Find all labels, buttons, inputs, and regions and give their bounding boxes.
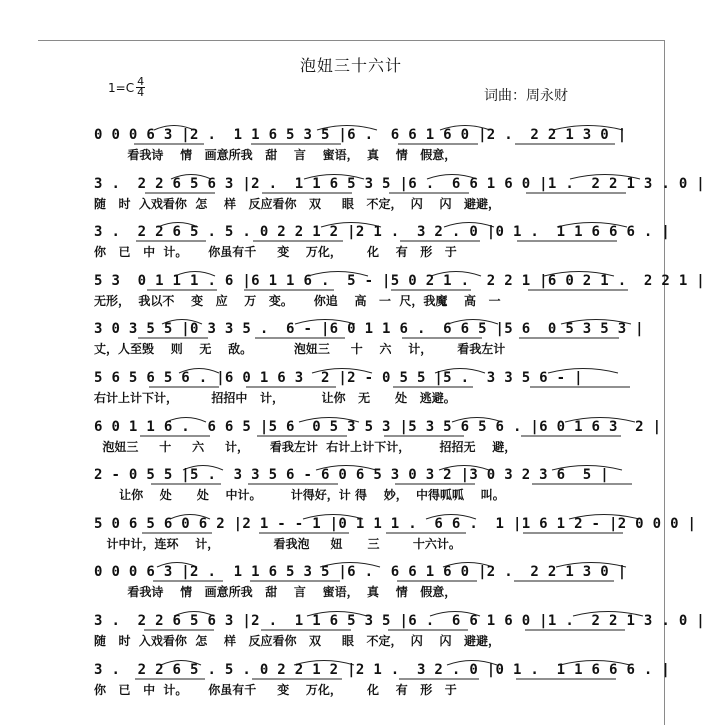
lyrics-line: 丈，人至毁 则 无 敌。 泡妞三 十 六 计， 看我左计: [94, 342, 506, 357]
notation-line: 2 - 0 5 5 |5 . 3 3 5 6 - 6 0 6 5 3 0 3 2 |3 0 3 2 3 6 5 |: [94, 467, 609, 484]
score-sheet: [38, 40, 705, 725]
key-signature: [108, 77, 145, 98]
lyrics-line: 随 时 入戏看你 怎 样 反应看你 双 眼 不定， 闪 闪 避避，: [94, 634, 501, 648]
lyrics-line: 泡妞三 十 六 计， 看我左计 右计上计下计， 招招无 避，: [94, 439, 517, 454]
score-row: [38, 218, 671, 262]
score-row: [38, 267, 705, 311]
notation-line: 3 0 3 5 5 |0 3 3 5 . 6 - |6 0 1 1 6 . 6 6 5 |5 6 0 5 3 5 3 |: [94, 321, 644, 338]
score-row: [38, 607, 705, 651]
score-row: [38, 461, 664, 505]
notation-line: 6 0 1 1 6 . 6 6 5 |5 6 0 5 3 5 3 |5 3 5 6 5 6 . |6 0 1 6 3 2 |: [94, 418, 662, 435]
score-row: [38, 364, 664, 408]
lyrics-line: 无形， 我以不 变 应 万 变。 你追 高 一 尺，我魔 高 一: [94, 293, 501, 308]
score-row: [38, 656, 671, 700]
notation-line: 5 6 5 6 5 6 . |6 0 1 6 3 2 |2 - 0 5 5 |5 . 3 3 5 6 - |: [94, 370, 583, 386]
lyrics-line: 你 已 中 计。 你虽有千 变 万化， 化 有 形 于: [94, 682, 457, 697]
notation-line: 5 0 6 5 6 0 6 2 |2 1 - - 1 |0 1 1 1 . 6 6 . 1 |1 6 1 2 - |2 0 0 0 |: [94, 515, 697, 532]
score-row: [38, 121, 664, 165]
notation-line: 3 . 2 2 6 5 6 3 |2 . 1 1 6 5 3 5 |6 . 6 6 1 6 0 |1 . 2 2 1 3 . 0 |: [94, 175, 705, 192]
lyrics-line: 计中计，连环 计， 看我泡 妞 三 十六计。: [94, 536, 461, 551]
time-bottom: 4: [137, 86, 145, 99]
score-row: [38, 558, 664, 602]
score-row: [38, 170, 705, 214]
time-top: 4: [137, 75, 145, 88]
notation-line: 0 0 0 6 3 |2 . 1 1 6 5 3 5 |6 . 6 6 1 6 0 |2 . 2 2 1 3 0 |: [94, 127, 627, 143]
lyrics-line: 看我诗 情 画意所我 甜 言 蜜语， 真 情 假意，: [94, 585, 457, 600]
notation-line: 3 . 2 2 6 5 . 5 . 0 2 2 1 2 |2 1 . 3 2 . 0 |0 1 . 1 1 6 6 6 . |: [94, 224, 671, 241]
notation-line: 5 3 0 1 1 1 . 6 |6 1 1 6 . 5 - |5 0 2 1 . 2 2 1 |6 0 2 1 . 2 2 1 |: [94, 272, 705, 289]
score-row: [38, 510, 697, 554]
key-label: 1=C: [108, 80, 135, 95]
lyrics-line: 看我诗 情 画意所我 甜 言 蜜语， 真 情 假意，: [94, 148, 457, 162]
lyrics-line: 你 已 中 计。 你虽有千 变 万化， 化 有 形 于: [94, 245, 457, 260]
lyrics-line: 随 时 入戏看你 怎 样 反应看你 双 眼 不定， 闪 闪 避避，: [94, 196, 501, 211]
score-row: [38, 413, 664, 457]
score-row: [38, 315, 664, 359]
notation-line: 3 . 2 2 6 5 . 5 . 0 2 2 1 2 |2 1 . 3 2 . 0 |0 1 . 1 1 6 6 6 . |: [94, 661, 671, 678]
lyrics-line: 让你 处 处 中计。 计得好，计 得 妙， 中得呱呱 叫。: [94, 488, 505, 503]
notation-line: 0 0 0 6 3 |2 . 1 1 6 5 3 5 |6 . 6 6 1 6 0 |2 . 2 2 1 3 0 |: [94, 564, 627, 581]
song-title: 泡妞三十六计: [299, 56, 402, 75]
composer-credit: 词曲：周永财: [484, 88, 568, 104]
lyrics-line: 右计上计下计， 招招中 计， 让你 无 处 逃避。: [94, 391, 456, 405]
time-signature: [136, 77, 145, 98]
notation-line: 3 . 2 2 6 5 6 3 |2 . 1 1 6 5 3 5 |6 . 6 6 1 6 0 |1 . 2 2 1 3 . 0 |: [94, 613, 705, 629]
